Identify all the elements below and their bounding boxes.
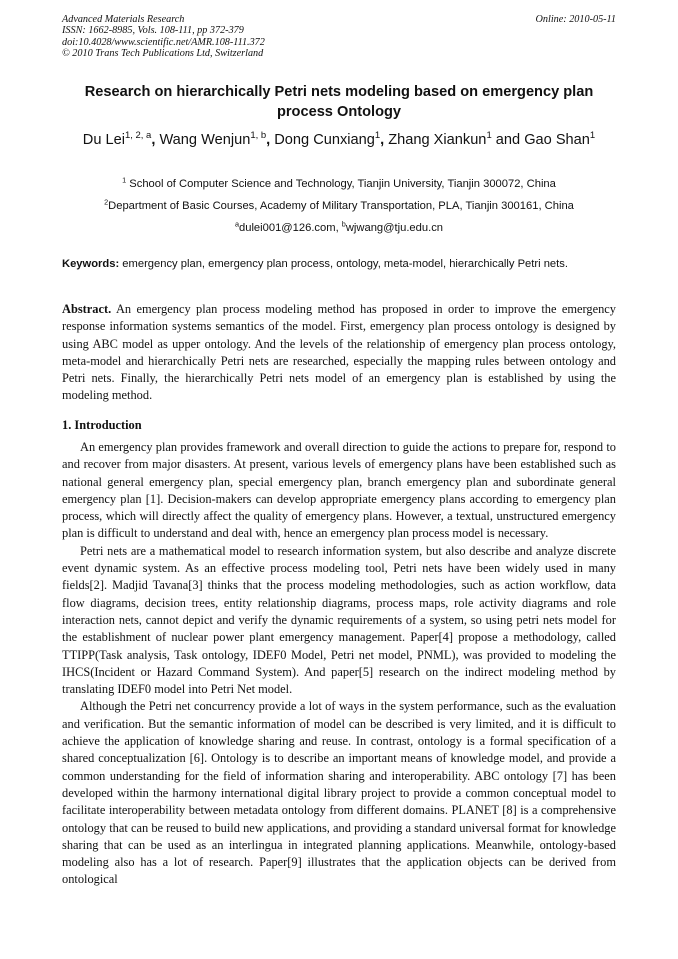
author-name: Wang Wenjun bbox=[159, 132, 251, 148]
keywords bbox=[62, 257, 616, 272]
section-heading: 1. Introduction bbox=[62, 418, 142, 432]
email-address: wjwang@tju.edu.cn bbox=[345, 222, 444, 234]
author-sep: and bbox=[491, 132, 525, 148]
author-sup: 1 bbox=[589, 130, 596, 142]
paragraph: Although the Petri net concurrency provide a lot of ways in the system performance, such as the evaluation and verification. But the semantic information of model can be described is very limited, and it is difficult to achieve the application of knowledge sharing and reuse. In contrast, ontology is a formal specification of a shared conceptualization [6]. Ontology is to describe an important means of knowledge model, and provide a common understanding for the field of information sharing and interoperability. ABC ontology [7] has been developed within the harmony international digital library project to provide a common conceptual model to facilitate interoperability between metadata ontology from different domains. PLANET [8] is a comprehensive ontology that can be reused to build new applications, and providing a standard universal format for knowledge sharing that can be used as an interlingua in integrated planning applications. Meanwhile, ontology-based modeling also has a lot of research. Paper[9] illustrates that the application objects can be derived from ontological bbox=[62, 699, 616, 887]
author-sup: 1, 2, a bbox=[124, 130, 152, 142]
journal-header bbox=[62, 14, 616, 59]
author-name: Zhang Xiankun bbox=[388, 132, 487, 148]
paragraph: An emergency plan provides framework and overall direction to guide the actions to prepare for, respond to and recover from major disasters. At present, various levels of emergency plans have been established such as national general emergency plan, special emergency plan, branch emergency plan and subordinate general emergency plan [1]. Decision-makers can develop appropriate emergency plans according to emergency plan process, which will directly affect the quality of emergency plans. However, a textual, unstructured emergency plan is difficult to understand and deal with, hence an emergency plan process model is necessary. bbox=[62, 440, 616, 541]
author-sep: , bbox=[266, 132, 275, 148]
abstract bbox=[62, 301, 616, 405]
author-name: Du Lei bbox=[82, 132, 125, 148]
author-name: Dong Cunxiang bbox=[274, 132, 375, 148]
author-list bbox=[62, 130, 616, 151]
keywords-label: Keywords: bbox=[62, 258, 120, 270]
introduction-body bbox=[62, 439, 616, 889]
paragraph: Petri nets are a mathematical model to research information system, but also describe and analyze discrete event dynamic system. As an effective process modeling tool, Petri nets have been widely used in many fields[2]. Madjid Tavana[3] thinks that the process modeling methodologies, such as action workflow, data flow diagrams, decision trees, entity relationship diagrams, process maps, role activity diagrams and role interaction nets, cannot depict and verify the dynamic requirements of a system, so using petri nets model for the establishment of nuclear power plant emergency management. Paper[4] propose a methodology, called TTIPP(Task analysis, Task ontology, IDEF0 Model, Petri net model, PNML), was provided to modeling the IHCS(Incident or Hazard Command System). And paper[5] research on the indirect modeling method by translating IDEF0 model into Petri Net model. bbox=[62, 543, 616, 697]
author-sep: , bbox=[380, 132, 389, 148]
email-address: dulei001@126.com bbox=[239, 222, 336, 234]
copyright-line: © 2010 Trans Tech Publications Ltd, Switzerland bbox=[62, 47, 264, 59]
paper-title: Research on hierarchically Petri nets modeling based on emergency plan process Ontology bbox=[84, 84, 594, 120]
keywords-text: emergency plan, emergency plan process, ontology, meta-model, hierarchically Petri nets. bbox=[119, 258, 568, 270]
affiliation-sup: 2 bbox=[104, 197, 109, 207]
author-sup: 1 bbox=[486, 130, 492, 142]
email-sep: , bbox=[335, 222, 342, 234]
journal-name: Advanced Materials Research bbox=[62, 14, 185, 25]
online-date: Online: 2010-05-11 bbox=[535, 14, 616, 25]
author-sup: 1, b bbox=[250, 130, 267, 142]
author-sep: , bbox=[151, 132, 160, 148]
author-sup: 1 bbox=[374, 130, 381, 142]
doi-line: doi:10.4028/www.scientific.net/AMR.108-111.372 bbox=[62, 36, 265, 48]
author-emails bbox=[62, 221, 616, 235]
affiliation-text: Department of Basic Courses, Academy of Military Transportation, PLA, Tianjin 300161, China bbox=[108, 200, 574, 212]
affiliation-sup: 1 bbox=[122, 175, 127, 185]
author-name: Gao Shan bbox=[524, 132, 590, 148]
affiliation-1 bbox=[62, 177, 616, 191]
abstract-label: Abstract. bbox=[62, 302, 112, 316]
email-sup: b bbox=[341, 219, 346, 229]
affiliation-text: School of Computer Science and Technology, Tianjin University, Tianjin 300072, China bbox=[126, 178, 556, 190]
abstract-text: An emergency plan process modeling method has proposed in order to improve the emergency response information systems semantics of the model. First, emergency plan process ontology is designed by using ABC model as upper ontology. And the levels of the relationship of emergency plan process ontology, meta-model and hierarchically Petri nets are researched, especially the mapping rules between ontology and Petri nets. Finally, the hierarchically Petri nets model of an emergency plan is established by using the modeling method. bbox=[62, 302, 616, 403]
affiliation-2 bbox=[62, 199, 616, 213]
email-sup: a bbox=[234, 219, 239, 229]
issn-line: ISSN: 1662-8985, Vols. 108-111, pp 372-379 bbox=[62, 25, 244, 37]
